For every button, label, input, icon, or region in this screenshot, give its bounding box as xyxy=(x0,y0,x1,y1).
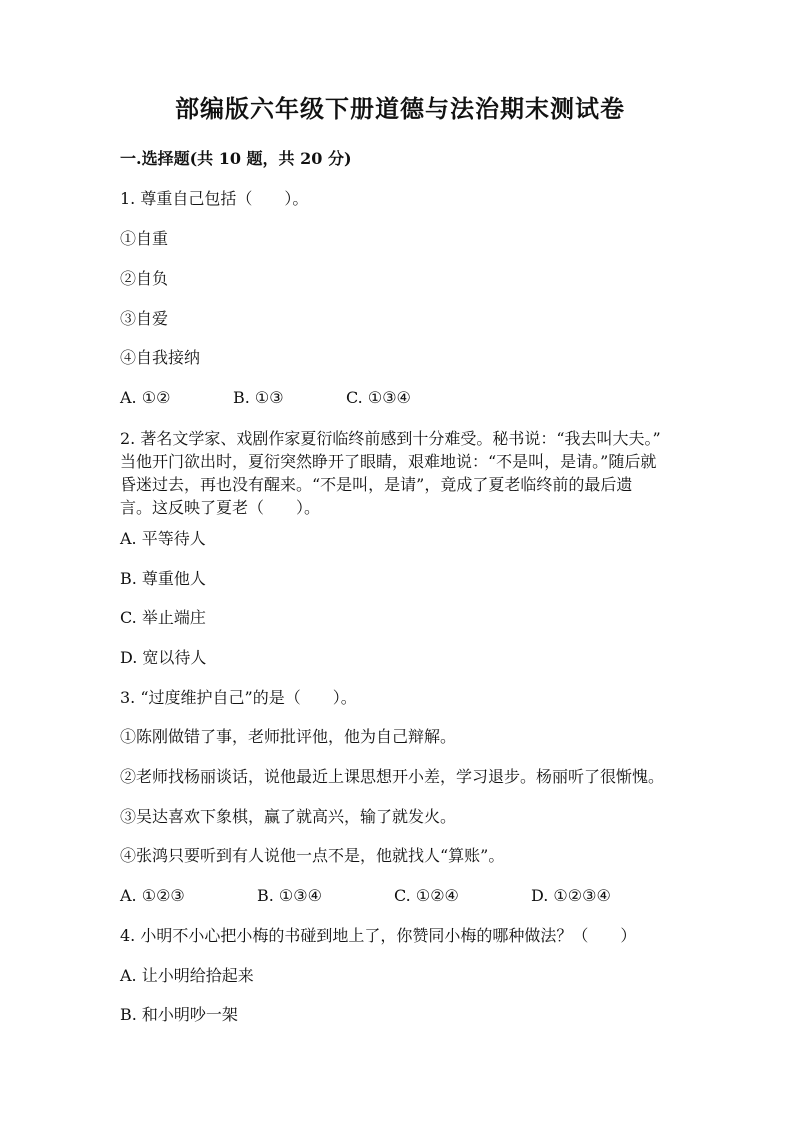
question-4-stem: 4. 小明不小心把小梅的书碰到地上了，你赞同小梅的哪种做法？（ ） xyxy=(120,926,637,945)
question-1-item: ①自重 xyxy=(120,229,169,248)
question-1-stem: 1. 尊重自己包括（ ）。 xyxy=(120,189,309,208)
question-2-stem-line: 当他开门欲出时，夏衍突然睁开了眼睛，艰难地说：“不是叫，是请。”随后就 xyxy=(120,452,657,471)
question-2-stem-line: 昏迷过去，再也没有醒来。“不是叫，是请”，竟成了夏老临终前的最后遗 xyxy=(120,475,633,494)
question-1-item: ③自爱 xyxy=(120,309,169,328)
question-2-option-a: A. 平等待人 xyxy=(120,529,206,548)
question-3-item: ②老师找杨丽谈话，说他最近上课思想开小差，学习退步。杨丽听了很惭愧。 xyxy=(120,767,665,786)
question-3-item: ④张鸿只要听到有人说他一点不是，他就找人“算账”。 xyxy=(120,846,505,865)
question-2-stem-line: 2. 著名文学家、戏剧作家夏衍临终前感到十分难受。秘书说：“我去叫大夫。” xyxy=(120,429,661,448)
question-1-item: ②自负 xyxy=(120,269,169,288)
question-3-option-d: D. ①②③④ xyxy=(531,886,611,905)
question-2-stem-line: 言。这反映了夏老（ ）。 xyxy=(120,498,321,517)
question-4-option-b: B. 和小明吵一架 xyxy=(120,1005,238,1024)
question-3-option-b: B. ①③④ xyxy=(257,886,322,905)
question-1-item: ④自我接纳 xyxy=(120,348,201,367)
question-3-option-a: A. ①②③ xyxy=(120,886,185,905)
question-1-option-a: A. ①② xyxy=(120,388,171,407)
question-2-option-c: C. 举止端庄 xyxy=(120,608,206,627)
question-3-option-c: C. ①②④ xyxy=(394,886,459,905)
question-4-option-a: A. 让小明给拾起来 xyxy=(120,966,254,985)
question-1-option-b: B. ①③ xyxy=(233,388,284,407)
question-2-option-b: B. 尊重他人 xyxy=(120,569,206,588)
question-3-stem: 3. “过度维护自己”的是（ ）。 xyxy=(120,688,357,707)
page-title: 部编版六年级下册道德与法治期末测试卷 xyxy=(175,94,625,123)
section-heading: 一.选择题(共 10 题，共 20 分) xyxy=(120,149,352,168)
question-2-option-d: D. 宽以待人 xyxy=(120,648,207,667)
question-3-item: ①陈刚做错了事，老师批评他，他为自己辩解。 xyxy=(120,727,457,746)
question-3-item: ③吴达喜欢下象棋，赢了就高兴，输了就发火。 xyxy=(120,807,457,826)
question-1-option-c: C. ①③④ xyxy=(346,388,411,407)
